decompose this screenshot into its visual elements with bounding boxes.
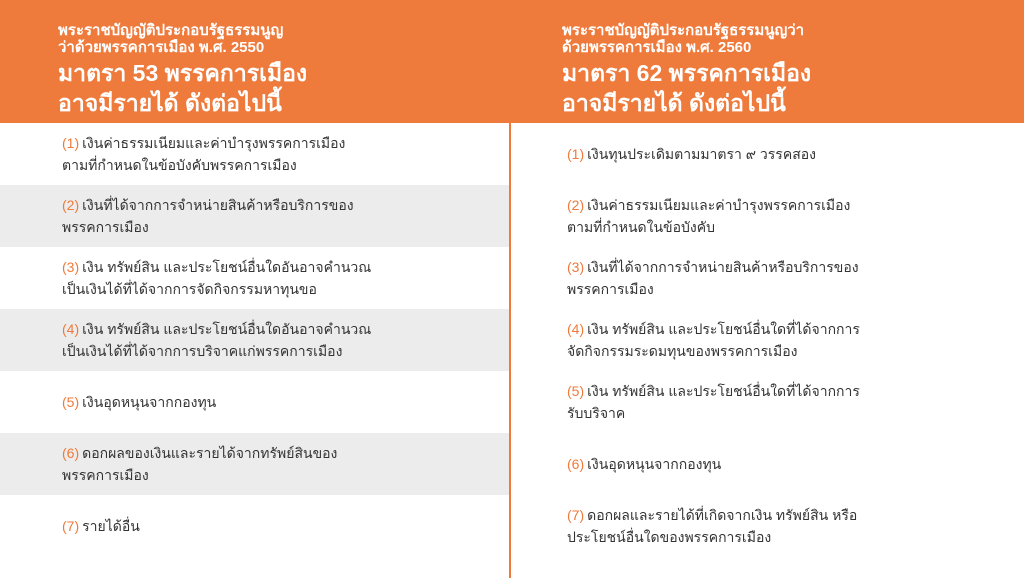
right-title bbox=[562, 58, 1002, 118]
item-text: ตามที่กำหนดในข้อบังคับ bbox=[567, 219, 715, 235]
right-header bbox=[562, 0, 1002, 118]
list-item bbox=[511, 433, 1024, 495]
left-title-line: อาจมีรายได้ ดังต่อไปนี้ bbox=[58, 90, 282, 116]
left-subtitle-line: พระราชบัญญัติประกอบรัฐธรรมนูญ bbox=[58, 22, 284, 39]
item-text: เงินที่ได้จากการจำหน่ายสินค้าหรือบริการของ bbox=[587, 259, 859, 275]
right-subtitle bbox=[562, 0, 1002, 56]
item-text: เงินที่ได้จากการจำหน่ายสินค้าหรือบริการของ bbox=[82, 197, 354, 213]
item-text: เงิน ทรัพย์สิน และประโยชน์อื่นใดอันอาจคำนวณ bbox=[82, 259, 372, 275]
item-text: ดอกผลและรายได้ที่เกิดจากเงิน ทรัพย์สิน หรือ bbox=[587, 507, 858, 523]
item-text: เงินอุดหนุนจากกองทุน bbox=[587, 456, 722, 472]
right-title-line: มาตรา 62 พรรคการเมือง bbox=[562, 60, 812, 86]
item-number: (7) bbox=[567, 507, 585, 523]
left-header bbox=[58, 0, 498, 118]
left-title-line: มาตรา 53 พรรคการเมือง bbox=[58, 60, 308, 86]
item-text: พรรคการเมือง bbox=[62, 219, 149, 235]
list-item bbox=[511, 247, 1024, 309]
item-text: เงินทุนประเดิมตามมาตรา ๙ วรรคสอง bbox=[587, 146, 816, 162]
right-subtitle-line: ด้วยพรรคการเมือง พ.ศ. 2560 bbox=[562, 39, 752, 56]
list-item bbox=[511, 185, 1024, 247]
item-number: (6) bbox=[62, 445, 80, 461]
item-text: เงินอุดหนุนจากกองทุน bbox=[82, 394, 217, 410]
item-number: (3) bbox=[567, 259, 585, 275]
item-number: (2) bbox=[567, 197, 585, 213]
item-text: จัดกิจกรรมระดมทุนของพรรคการเมือง bbox=[567, 343, 798, 359]
item-number: (6) bbox=[567, 456, 585, 472]
item-text: เงิน ทรัพย์สิน และประโยชน์อื่นใดที่ได้จากการ bbox=[587, 383, 860, 399]
item-text: พรรคการเมือง bbox=[62, 467, 149, 483]
item-number: (3) bbox=[62, 259, 80, 275]
item-number: (1) bbox=[62, 135, 80, 151]
item-text: เงินค่าธรรมเนียมและค่าบำรุงพรรคการเมือง bbox=[587, 197, 851, 213]
item-text: เงิน ทรัพย์สิน และประโยชน์อื่นใดที่ได้จากการ bbox=[587, 321, 860, 337]
left-column bbox=[0, 123, 509, 557]
right-title-line: อาจมีรายได้ ดังต่อไปนี้ bbox=[562, 90, 786, 116]
item-text: ประโยชน์อื่นใดของพรรคการเมือง bbox=[567, 529, 772, 545]
item-number: (7) bbox=[62, 518, 80, 534]
left-subtitle bbox=[58, 0, 498, 56]
left-title bbox=[58, 58, 498, 118]
item-text: พรรคการเมือง bbox=[567, 281, 654, 297]
right-column bbox=[511, 123, 1024, 557]
item-text: รับบริจาค bbox=[567, 405, 626, 421]
item-text: เงิน ทรัพย์สิน และประโยชน์อื่นใดอันอาจคำนวณ bbox=[82, 321, 372, 337]
item-text: ตามที่กำหนดในข้อบังคับพรรคการเมือง bbox=[62, 157, 297, 173]
list-item bbox=[0, 309, 509, 371]
item-number: (5) bbox=[567, 383, 585, 399]
item-number: (2) bbox=[62, 197, 80, 213]
item-text: เงินค่าธรรมเนียมและค่าบำรุงพรรคการเมือง bbox=[82, 135, 346, 151]
item-number: (1) bbox=[567, 146, 585, 162]
item-text: ดอกผลของเงินและรายได้จากทรัพย์สินของ bbox=[82, 445, 338, 461]
list-item bbox=[0, 433, 509, 495]
right-subtitle-line: พระราชบัญญัติประกอบรัฐธรรมนูญว่า bbox=[562, 22, 805, 39]
item-number: (4) bbox=[62, 321, 80, 337]
list-item bbox=[0, 247, 509, 309]
list-item bbox=[511, 309, 1024, 371]
list-item bbox=[0, 123, 509, 185]
item-number: (4) bbox=[567, 321, 585, 337]
item-text: เป็นเงินได้ที่ได้จากการจัดกิจกรรมหาทุนขอ bbox=[62, 281, 317, 297]
header-band bbox=[0, 0, 1024, 123]
list-item bbox=[0, 371, 509, 433]
item-number: (5) bbox=[62, 394, 80, 410]
list-item bbox=[511, 123, 1024, 185]
item-text: รายได้อื่น bbox=[82, 518, 140, 534]
list-item bbox=[0, 495, 509, 557]
item-text: เป็นเงินได้ที่ได้จากการบริจาคแก่พรรคการเมือง bbox=[62, 343, 343, 359]
list-item bbox=[0, 185, 509, 247]
list-item bbox=[511, 495, 1024, 557]
left-subtitle-line: ว่าด้วยพรรคการเมือง พ.ศ. 2550 bbox=[58, 39, 265, 56]
list-item bbox=[511, 371, 1024, 433]
